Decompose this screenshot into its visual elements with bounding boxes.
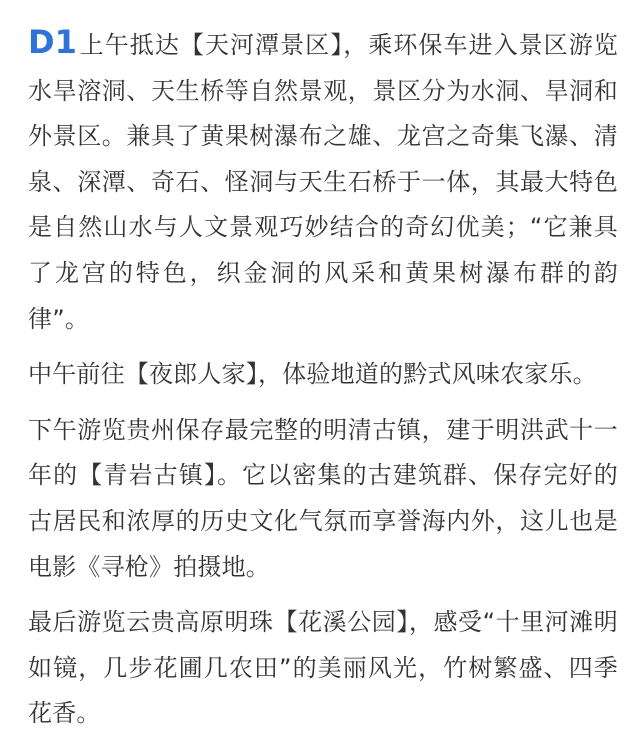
paragraph-evening xyxy=(28,600,618,737)
paragraph-noon-text: 中午前往【夜郎人家】，体验地道的黔式风味农家乐。 xyxy=(28,360,597,389)
paragraph-morning-text: 上午抵达【天河潭景区】，乘环保车进入景区游览水旱溶洞、天生桥等自然景观，景区分为水洞、旱洞和外景区。兼具了黄果树瀑布之雄、龙宫之奇集飞瀑、清泉、深潭、奇石、怪洞与天生石桥于一体，其最大特色是自然山水与人文景观巧妙结合的奇幻优美；“它兼具了龙宫的特色，织金洞的风采和黄果树瀑布群的韵律”。 xyxy=(28,31,618,333)
itinerary-document xyxy=(28,20,618,747)
paragraph-noon xyxy=(28,352,618,398)
paragraph-afternoon-text: 下午游览贵州保存最完整的明清古镇，建于明洪武十一年的【青岩古镇】。它以密集的古建筑群、保存完好的古居民和浓厚的历史文化气氛而享誉海内外，这儿也是电影《寻枪》拍摄地。 xyxy=(28,415,618,581)
day-label: D1 xyxy=(28,23,77,61)
paragraph-afternoon xyxy=(28,408,618,590)
paragraph-morning xyxy=(28,20,618,342)
paragraph-evening-text: 最后游览云贵高原明珠【花溪公园】，感受“十里河滩明如镜，几步花圃几农田”的美丽风光，竹树繁盛、四季花香。 xyxy=(28,608,618,728)
